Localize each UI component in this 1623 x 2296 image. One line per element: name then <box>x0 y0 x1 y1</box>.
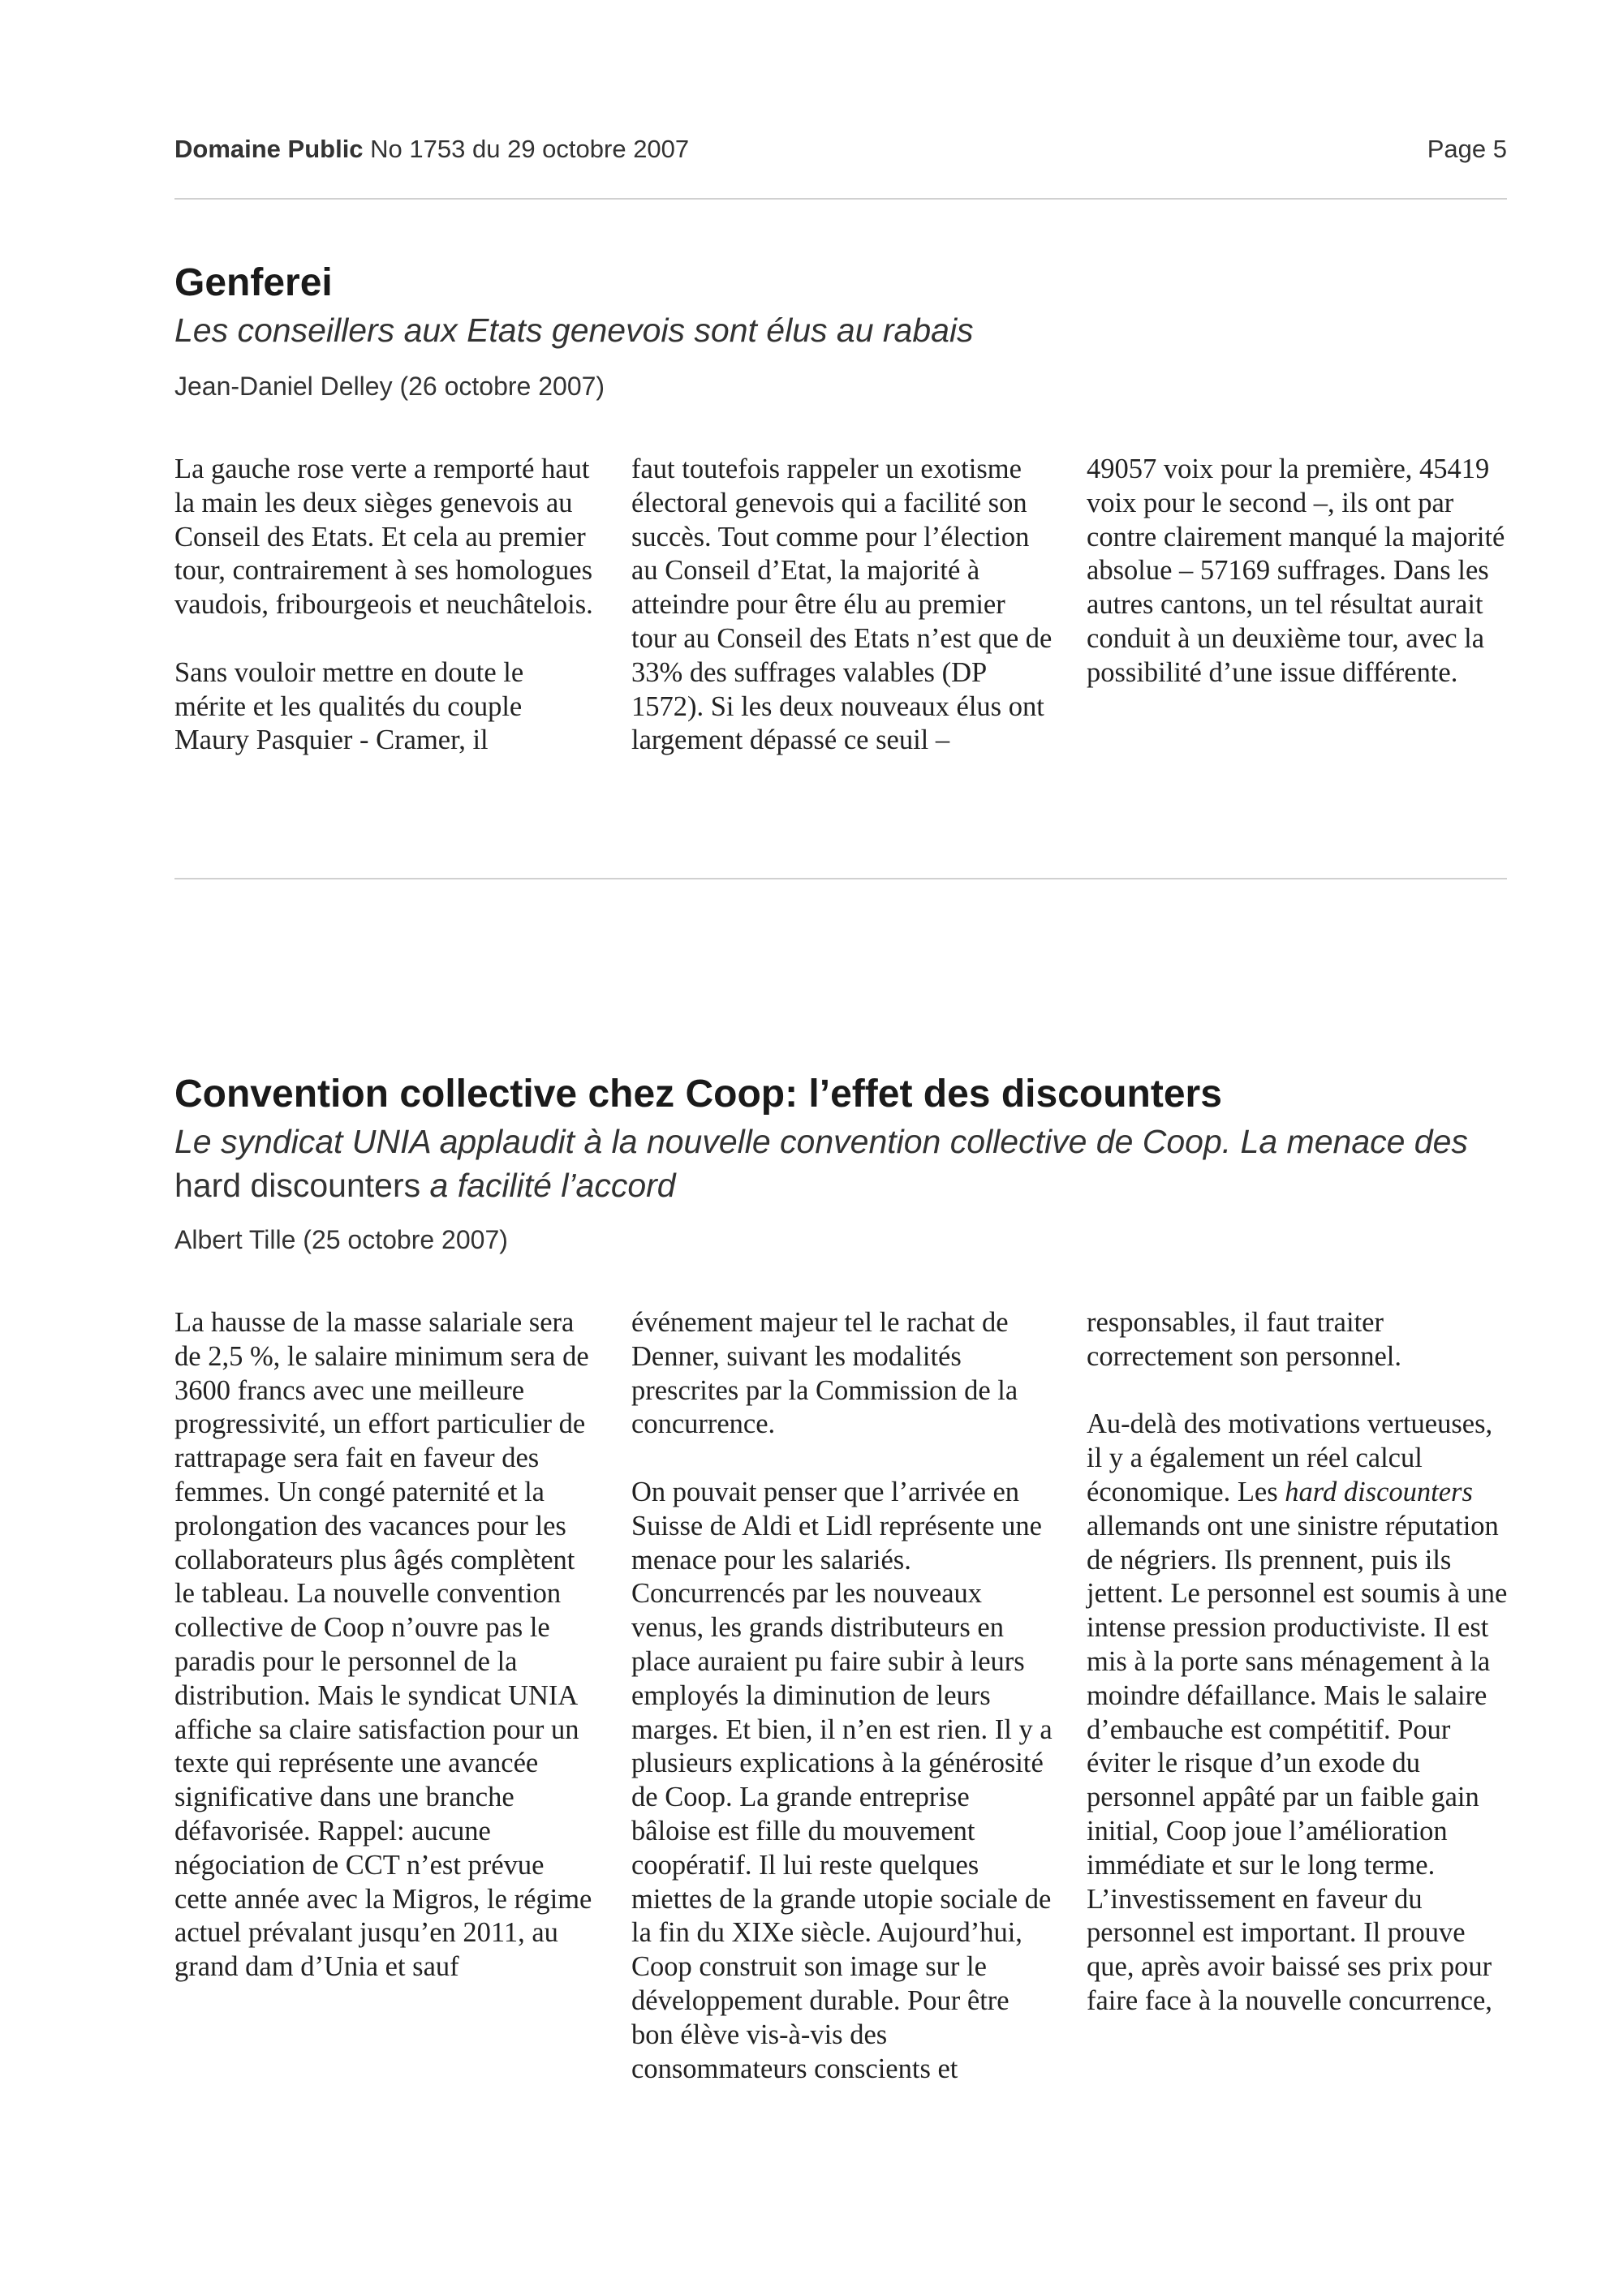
subtitle-part: Le syndicat UNIA applaudit à la nouvelle convention collective de Coop. La menace des <box>174 1123 1468 1160</box>
text-column <box>174 453 596 792</box>
text-column <box>631 453 1053 792</box>
article-divider <box>174 878 1507 879</box>
issue-info: No 1753 du 29 octobre 2007 <box>370 135 690 163</box>
article-subtitle <box>174 1120 1507 1207</box>
text-column <box>1087 453 1509 724</box>
article-byline: Jean-Daniel Delley (26 octobre 2007) <box>174 372 605 401</box>
paragraph: événement majeur tel le rachat de Denner, suivant les modalités prescrites par la Commission de la concurrence. <box>631 1307 1018 1440</box>
publication-name: Domaine Public <box>174 135 364 163</box>
text-column <box>1087 1306 1509 2053</box>
article-coop <box>174 1071 1508 2084</box>
page-header <box>174 135 1507 167</box>
article-title: Convention collective chez Coop: l’effet des discounters <box>174 1073 1222 1116</box>
text-column <box>174 1306 596 2019</box>
header-divider <box>174 198 1507 200</box>
paragraph-text: allemands ont une sinistre réputation de négriers. Ils prennent, puis ils jettent. Le personnel est soumis à une intense pression productiviste. Il est mis à la porte sans ménagement à la moindre défaillance. Mais le salaire d’embauche est compétitif. Pour éviter le risque d’un exode du personnel appâté par un faible gain initial, Coop joue l’amélioration immédiate et sur le long terme. L’investissement en faveur du personnel est important. Il prouve que, après avoir baissé ses prix pour faire face à la nouvelle concurrence, <box>1087 1510 1508 2016</box>
article-title: Genferei <box>174 261 333 304</box>
page-number: Page 5 <box>1427 135 1507 163</box>
emphasis-term: hard discounters <box>1285 1476 1473 1507</box>
subtitle-term: hard discounters <box>174 1167 421 1204</box>
subtitle-part: a facilité l’accord <box>420 1167 676 1204</box>
article-genferei <box>174 260 1507 756</box>
paragraph: 49057 voix pour la première, 45419 voix pour le second –, ils ont par contre clairement manqué la majorité absolue – 57169 suffrages. Dans les autres cantons, un tel résultat aurait conduit à un deuxième tour, avec la possibilité d’une issue différente. <box>1087 454 1505 688</box>
paragraph: responsables, il faut traiter correctement son personnel. <box>1087 1307 1401 1372</box>
paragraph: Sans vouloir mettre en doute le mérite et les qualités du couple Maury Pasquier - Cramer, il <box>174 656 524 756</box>
article-byline: Albert Tille (25 octobre 2007) <box>174 1225 508 1254</box>
paragraph: faut toutefois rappeler un exotisme électoral genevois qui a facilité son succès. Tout comme pour l’élection au Conseil d’Etat, la majorité à atteindre pour être élu au premier tour au Conseil des Etats n’est que de 33% des suffrages valables (DP 1572). Si les deux nouveaux élus ont largement dépassé ce seuil – <box>631 454 1053 756</box>
paragraph: La gauche rose verte a remporté haut la main les deux sièges genevois au Conseil des Etats. Et cela au premier tour, contrairement à ses homologues vaudois, fribourgeois et neuchâtelois. <box>174 454 593 621</box>
article-subtitle: Les conseillers aux Etats genevois sont élus au rabais <box>174 312 974 349</box>
paragraph <box>1087 1408 1509 2018</box>
paragraph: On pouvait penser que l’arrivée en Suisse de Aldi et Lidl représente une menace pour les salariés. Concurrencés par les nouveaux venus, les grands distributeurs en place auraient pu faire subir à leurs employés la diminution de leurs marges. Et bien, il n’en est rien. Il y a plusieurs explications à la générosité de Coop. La grande entreprise bâloise est fille du mouvement coopératif. Il lui reste quelques miettes de la grande utopie sociale de la fin du XIXe siècle. Aujourd’hui, Coop construit son image sur le développement durable. Pour être bon élève vis-à-vis des consommateurs conscients et <box>631 1476 1053 2084</box>
text-column <box>631 1306 1053 2120</box>
paragraph-text: Au-delà des motivations vertueuses, il y a également un réel calcul économique. Les <box>1087 1408 1493 1507</box>
paragraph: La hausse de la masse salariale sera de 2,5 %, le salaire minimum sera de 3600 francs avec une meilleure progressivité, un effort particulier de rattrapage sera fait en faveur des femmes. Un congé paternité et la prolongation des vacances pour les collaborateurs plus âgés complètent le tableau. La nouvelle convention collective de Coop n’ouvre pas le paradis pour le personnel de la distribution. Mais le syndicat UNIA affiche sa claire satisfaction pour un texte qui représente une avancée significative dans une branche défavorisée. Rappel: aucune négociation de CCT n’est prévue cette année avec la Migros, le régime actuel prévalant jusqu’en 2011, au grand dam d’Unia et sauf <box>174 1307 592 1983</box>
